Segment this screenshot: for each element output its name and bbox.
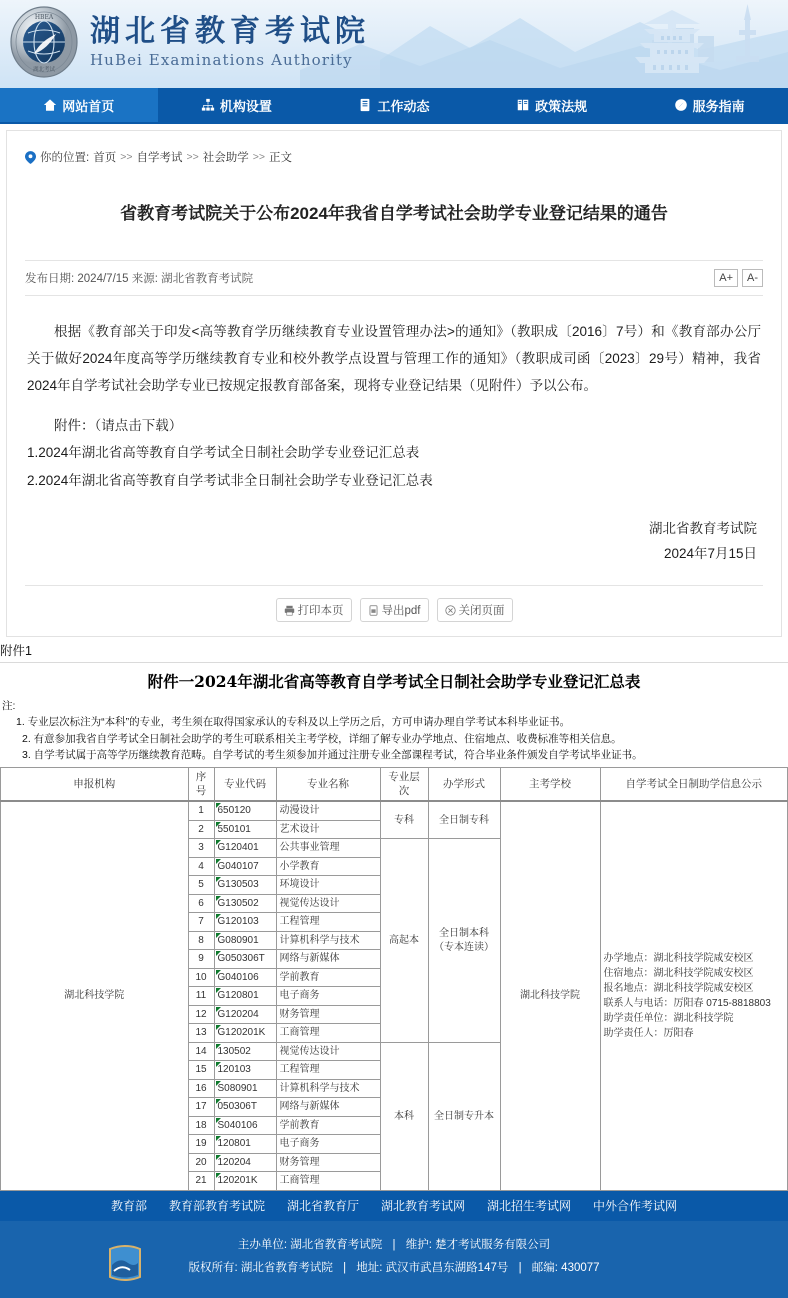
site-title-cn: 湖北省教育考试院 — [90, 13, 370, 49]
cell-info-disclosure — [600, 801, 788, 1190]
cell-major-code: G040107 — [214, 857, 276, 876]
article-action-bar — [25, 585, 763, 626]
registration-table-body — [1, 801, 788, 1190]
cell-major-name: 工商管理 — [276, 1172, 380, 1191]
attachment-link-2[interactable]: 2.2024年湖北省高等教育自学考试非全日制社会助学专业登记汇总表 — [27, 473, 433, 489]
attachment-download-list — [27, 413, 761, 494]
cell-index: 5 — [188, 876, 214, 895]
note-line-3: 3. 自学考试属于高等学历继续教育范畴。自学考试的考生须参加并通过注册专业全部课程考试，符合毕业条件颁发自学考试毕业证书。 — [22, 748, 643, 761]
cell-index: 18 — [188, 1116, 214, 1135]
cell-major-name: 网络与新媒体 — [276, 1098, 380, 1117]
cell-form: 全日制专科 — [428, 801, 500, 839]
cell-error-flag-icon — [216, 970, 221, 975]
breadcrumb-item-home[interactable]: 首页 — [93, 152, 117, 164]
note-line-2: 2. 有意参加我省自学考试全日制社会助学的考生可联系相关主考学校，详细了解专业办学地点、住宿地点、收费标准等相关信息。 — [22, 732, 622, 745]
print-page-button[interactable] — [276, 598, 352, 622]
article-card — [6, 130, 782, 637]
compass-icon — [674, 98, 688, 112]
cell-major-name: 动漫设计 — [276, 801, 380, 820]
footer-link-bar — [0, 1191, 788, 1221]
cell-error-flag-icon — [216, 840, 221, 845]
signature-organization: 湖北省教育考试院 — [649, 520, 757, 536]
cell-major-name: 网络与新媒体 — [276, 950, 380, 969]
cell-error-flag-icon — [216, 933, 221, 938]
cell-index: 13 — [188, 1024, 214, 1043]
table-header-row — [1, 768, 788, 802]
cell-index: 7 — [188, 913, 214, 932]
info-line: 办学地点：湖北科技学院咸安校区 — [603, 953, 754, 965]
cell-index: 1 — [188, 801, 214, 820]
cell-major-code: G120103 — [214, 913, 276, 932]
cell-major-name: 公共事业管理 — [276, 839, 380, 858]
footer-copyright-value: 湖北省教育考试院 — [240, 1261, 333, 1274]
close-page-label: 关闭页面 — [458, 605, 505, 618]
location-pin-icon — [25, 151, 36, 164]
cell-major-name: 财务管理 — [276, 1005, 380, 1024]
cell-error-flag-icon — [216, 1062, 221, 1067]
cell-major-code: 120801 — [214, 1135, 276, 1154]
notes-heading: 注: — [2, 700, 16, 713]
cell-major-code: G120801 — [214, 987, 276, 1006]
info-line: 联系人与电话：厉阳春 0715-8818803 — [603, 998, 771, 1010]
breadcrumb-separator: >> — [186, 151, 199, 163]
table-row — [1, 801, 788, 820]
attachments-heading: 附件：（请点击下载） — [54, 417, 183, 433]
nav-label-service-guide: 服务指南 — [692, 98, 745, 114]
cell-index: 8 — [188, 931, 214, 950]
cell-index: 15 — [188, 1061, 214, 1080]
col-header-name: 专业名称 — [276, 768, 380, 802]
footer-divider: | — [392, 1238, 396, 1251]
cell-error-flag-icon — [216, 1025, 221, 1030]
export-pdf-button[interactable] — [360, 598, 429, 622]
cell-major-name: 艺术设计 — [276, 820, 380, 839]
cell-index: 17 — [188, 1098, 214, 1117]
cell-index: 4 — [188, 857, 214, 876]
cell-index: 21 — [188, 1172, 214, 1191]
cell-major-code: 120204 — [214, 1153, 276, 1172]
breadcrumb-separator: >> — [120, 151, 133, 163]
cell-major-name: 电子商务 — [276, 1135, 380, 1154]
cell-error-flag-icon — [216, 896, 221, 901]
font-size-controls — [714, 269, 763, 287]
nav-item-organization[interactable] — [158, 88, 316, 122]
print-page-label: 打印本页 — [297, 605, 344, 618]
nav-item-policy[interactable] — [473, 88, 631, 122]
attachment-notes — [0, 698, 788, 767]
cell-major-code: S040106 — [214, 1116, 276, 1135]
footer-postcode-value: 430077 — [561, 1261, 600, 1274]
cell-major-name: 小学教育 — [276, 857, 380, 876]
cell-error-flag-icon — [216, 951, 221, 956]
site-logo[interactable] — [8, 6, 370, 78]
breadcrumb-item-article: 正文 — [269, 152, 292, 164]
cell-major-code: 050306T — [214, 1098, 276, 1117]
info-lines — [604, 951, 785, 1041]
attachment-section — [0, 637, 788, 1191]
footer-host-value: 湖北省教育考试院 — [290, 1238, 383, 1251]
org-chart-icon — [201, 98, 215, 112]
cell-org: 湖北科技学院 — [1, 801, 189, 1190]
nav-label-work-news: 工作动态 — [377, 98, 430, 114]
breadcrumb-separator: >> — [252, 151, 265, 163]
footer-info — [0, 1221, 788, 1298]
footer-host-label: 主办单位: — [237, 1238, 288, 1251]
nav-label-policy: 政策法规 — [535, 98, 588, 114]
printer-icon — [284, 605, 295, 616]
article-body — [25, 296, 763, 502]
cell-major-code: 120103 — [214, 1061, 276, 1080]
cell-major-name: 视觉传达设计 — [276, 1042, 380, 1061]
cell-major-code: 550101 — [214, 820, 276, 839]
cell-index: 3 — [188, 839, 214, 858]
cell-index: 6 — [188, 894, 214, 913]
cell-error-flag-icon — [216, 1173, 221, 1178]
registration-table — [0, 767, 788, 1191]
cell-major-code: 650120 — [214, 801, 276, 820]
cell-major-name: 学前教育 — [276, 1116, 380, 1135]
attachment-label: 附件1 — [0, 637, 788, 663]
col-header-code: 专业代码 — [214, 768, 276, 802]
cell-index: 16 — [188, 1079, 214, 1098]
footer-divider: | — [518, 1261, 522, 1274]
cell-major-name: 视觉传达设计 — [276, 894, 380, 913]
note-line-1: 1. 专业层次标注为“本科”的专业，考生须在取得国家承认的专科及以上学历之后，方可申请办理自学考试本科毕业证书。 — [16, 716, 571, 729]
breadcrumb-item-self-study[interactable]: 自学考试 — [136, 152, 183, 164]
cell-index: 12 — [188, 1005, 214, 1024]
attachment-link-1[interactable]: 1.2024年湖北省高等教育自学考试全日制社会助学专业登记汇总表 — [27, 445, 420, 461]
cell-error-flag-icon — [216, 1044, 221, 1049]
cell-major-code: G040106 — [214, 968, 276, 987]
cell-error-flag-icon — [216, 1081, 221, 1086]
cell-form: 全日制专升本 — [428, 1042, 500, 1190]
cell-error-flag-icon — [216, 914, 221, 919]
nav-item-service-guide[interactable] — [630, 88, 788, 122]
article-signature — [25, 502, 763, 571]
cell-major-code: G080901 — [214, 931, 276, 950]
cell-index: 20 — [188, 1153, 214, 1172]
cell-major-name: 计算机科学与技术 — [276, 931, 380, 950]
footer-divider: | — [343, 1261, 347, 1274]
footer-copyright-label: 版权所有: — [188, 1261, 238, 1274]
col-header-info: 自学考试全日制助学信息公示 — [600, 768, 788, 802]
breadcrumb — [25, 131, 763, 165]
nav-label-organization: 机构设置 — [219, 98, 272, 114]
cell-major-code: 130502 — [214, 1042, 276, 1061]
close-page-button[interactable] — [437, 598, 513, 622]
cell-major-code: G050306T — [214, 950, 276, 969]
cell-error-flag-icon — [216, 1007, 221, 1012]
font-decrease-button[interactable]: A- — [742, 269, 763, 287]
article-meta-row — [25, 260, 763, 296]
main-navigation — [0, 88, 788, 124]
cell-major-code: G130502 — [214, 894, 276, 913]
footer-link-hbzs-net[interactable]: 湖北招生考试网 — [487, 1199, 572, 1214]
col-header-form: 办学形式 — [428, 768, 500, 802]
cell-index: 10 — [188, 968, 214, 987]
footer-link-neea[interactable]: 教育部教育考试院 — [168, 1199, 265, 1214]
site-title-en: HuBei Examinations Authority — [90, 51, 353, 70]
cell-school: 湖北科技学院 — [500, 801, 600, 1190]
cell-major-name: 环境设计 — [276, 876, 380, 895]
home-icon — [43, 98, 57, 112]
export-pdf-label: 导出pdf — [381, 605, 421, 618]
cell-index: 19 — [188, 1135, 214, 1154]
cell-major-name: 电子商务 — [276, 987, 380, 1006]
info-line: 报名地点：湖北科技学院咸安校区 — [603, 983, 754, 995]
cell-major-code: 120201K — [214, 1172, 276, 1191]
font-increase-button[interactable]: A+ — [714, 269, 738, 287]
footer-link-hubei-edu[interactable]: 湖北省教育厅 — [286, 1199, 359, 1214]
cell-error-flag-icon — [216, 822, 221, 827]
cell-major-name: 财务管理 — [276, 1153, 380, 1172]
cell-major-code: G120201K — [214, 1024, 276, 1043]
cell-error-flag-icon — [216, 1155, 221, 1160]
breadcrumb-item-social-aid[interactable]: 社会助学 — [202, 152, 249, 164]
breadcrumb-label: 你的位置: — [40, 152, 90, 164]
article-meta-text: 发布日期: 2024/7/15 来源: 湖北省教育考试院 — [25, 272, 254, 285]
pdf-file-icon — [368, 605, 379, 616]
cell-error-flag-icon — [216, 1118, 221, 1123]
close-circle-icon — [445, 605, 456, 616]
info-line: 助学责任人：厉阳春 — [603, 1028, 694, 1040]
cell-index: 14 — [188, 1042, 214, 1061]
document-icon — [358, 98, 372, 112]
attachment-title: 附件一2024年湖北省高等教育自学考试全日制社会助学专业登记汇总表 — [147, 672, 641, 692]
footer-address-value: 武汉市武昌东湖路147号 — [385, 1261, 509, 1274]
cell-index: 2 — [188, 820, 214, 839]
cell-index: 9 — [188, 950, 214, 969]
signature-date: 2024年7月15日 — [663, 546, 757, 562]
svg-text:湖北考试: 湖北考试 — [32, 67, 56, 73]
col-header-level: 专业层次 — [380, 768, 428, 802]
nav-label-home: 网站首页 — [62, 98, 115, 114]
cell-error-flag-icon — [216, 988, 221, 993]
cell-level: 本科 — [380, 1042, 428, 1190]
svg-text:HBEA: HBEA — [34, 14, 54, 21]
col-header-index: 序号 — [188, 768, 214, 802]
cell-major-name: 工程管理 — [276, 1061, 380, 1080]
cell-major-code: G120401 — [214, 839, 276, 858]
footer-link-moe[interactable]: 教育部 — [110, 1199, 147, 1214]
site-header — [0, 0, 788, 88]
cell-major-code: G120204 — [214, 1005, 276, 1024]
cell-error-flag-icon — [216, 1136, 221, 1141]
book-icon — [516, 98, 530, 112]
cell-error-flag-icon — [216, 1099, 221, 1104]
col-header-org: 申报机构 — [1, 768, 189, 802]
footer-postcode-label: 邮编: — [531, 1261, 558, 1274]
footer-address-label: 地址: — [356, 1261, 383, 1274]
nav-item-work-news[interactable] — [315, 88, 473, 122]
globe-seal-logo-icon — [8, 6, 80, 78]
cell-error-flag-icon — [216, 877, 221, 882]
nav-item-home[interactable] — [0, 88, 158, 122]
cell-major-name: 学前教育 — [276, 968, 380, 987]
cell-level: 高起本 — [380, 839, 428, 1043]
cell-error-flag-icon — [216, 803, 221, 808]
footer-link-coop-exam[interactable]: 中外合作考试网 — [593, 1199, 678, 1214]
footer-maintain-value: 楚才考试服务有限公司 — [435, 1238, 551, 1251]
cell-index: 11 — [188, 987, 214, 1006]
cell-major-name: 计算机科学与技术 — [276, 1079, 380, 1098]
page-title: 省教育考试院关于公布2024年我省自学考试社会助学专业登记结果的通告 — [120, 204, 668, 224]
cell-form: 全日制本科 （专本连读） — [428, 839, 500, 1043]
shield-badge-icon — [108, 1243, 142, 1283]
footer-link-hbea-net[interactable]: 湖北教育考试网 — [381, 1199, 466, 1214]
cell-major-name: 工商管理 — [276, 1024, 380, 1043]
cell-major-code: S080901 — [214, 1079, 276, 1098]
cell-error-flag-icon — [216, 859, 221, 864]
col-header-school: 主考学校 — [500, 768, 600, 802]
footer-maintain-label: 维护: — [405, 1238, 432, 1251]
info-line: 住宿地点：湖北科技学院咸安校区 — [603, 968, 754, 980]
info-line: 助学责任单位：湖北科技学院 — [603, 1013, 734, 1025]
article-paragraph: 根据《教育部关于印发<高等教育学历继续教育专业设置管理办法>的通知》（教职成〔2016〕7号）和《教育部办公厅关于做好2024年度高等学历继续教育专业和校外教学点设置与管理工作的通知》（教职成司函〔2023〕29号）精神，我省2024年自学考试社会助学专业已按规定报教育部备案，现将专业登记结果（见附件）予以公布。 — [27, 323, 761, 393]
cell-level: 专科 — [380, 801, 428, 839]
cell-major-code: G130503 — [214, 876, 276, 895]
cell-major-name: 工程管理 — [276, 913, 380, 932]
